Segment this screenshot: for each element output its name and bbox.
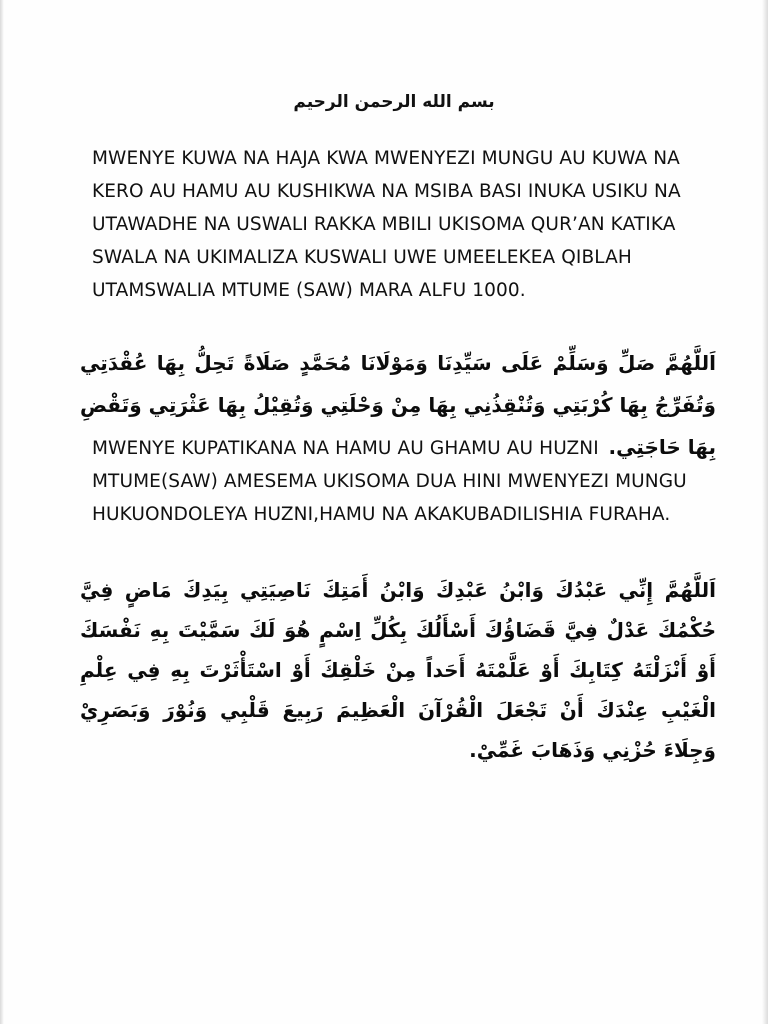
- page-left-edge: [0, 0, 4, 1024]
- arabic-dua-salawat: اَللَّهُمَّ صَلِّ وَسَلِّمْ عَلَى سَيِّدِنَا وَمَوْلَانَا مُحَمَّدٍ صَلَاةً تَحِلُّ بِهَا عُقْدَتِي وَتُفَرِّجُ بِهَا كُرْبَتِي وَتُنْقِذُنِي بِهَا مِنْ وَحْلَتِي وَتُقِيْلُ بِهَا عَثْرَتِي وَتَقْضِ بِهَا حَاجَتِي.: [80, 351, 716, 459]
- paragraph-instructions-2: MWENYE KUPATIKANA NA HAMU AU GHAMU AU HUZNI MTUME(SAW) AMESEMA UKISOMA DUA HINI MWENYEZI MUNGU HUKUONDOLEYA HUZNI,HAMU NA AKAKUBADILISHIA FURAHA.: [92, 438, 687, 525]
- page-right-edge: [762, 0, 768, 1024]
- arabic-dua-huzni: اَللَّهُمَّ إِنِّي عَبْدُكَ وَابْنُ عَبْدِكَ وَابْنُ أَمَتِكَ نَاصِيَتِي بِيَدِكَ مَاضٍ فِيَّ حُكْمُكَ عَدْلٌ فِيَّ قَضَاؤُكَ أَسْأَلُكَ بِكُلِّ اِسْمٍ هُوَ لَكَ سَمَّيْتَ بِهِ نَفْسَكَ أَوْ أَنْزَلْتَهُ كِتَابِكَ أَوْ عَلَّمْتَهُ أَحَداً مِنْ خَلْقِكَ أَوْ اسْتَأْثَرْتَ بِهِ فِي عِلْمِ الْغَيْبِ عِنْدَكَ أَنْ تَجْعَلَ الْقُرْآنَ الْعَظِيمَ رَبِيعَ قَلْبِي وَنُوْرَ وَبَصَرِيْ وَجِلَاءَ حُزْنِي وَذَهَابَ غَمِّيْ.: [80, 578, 716, 762]
- paragraph-instructions-1: MWENYE KUWA NA HAJA KWA MWENYEZI MUNGU AU KUWA NA KERO AU HAMU AU KUSHIKWA NA MSIBA BASI INUKA USIKU NA UTAWADHE NA USWALI RAKKA MBILI UKISOMA QUR’AN KATIKA SWALA NA UKIMALIZA KUSWALI UWE UMEELEKEA QIBLAH UTAMSWALIA MTUME (SAW) MARA ALFU 1000.: [92, 148, 681, 301]
- basmala-heading: بسم الله الرحمن الرحيم: [293, 92, 495, 112]
